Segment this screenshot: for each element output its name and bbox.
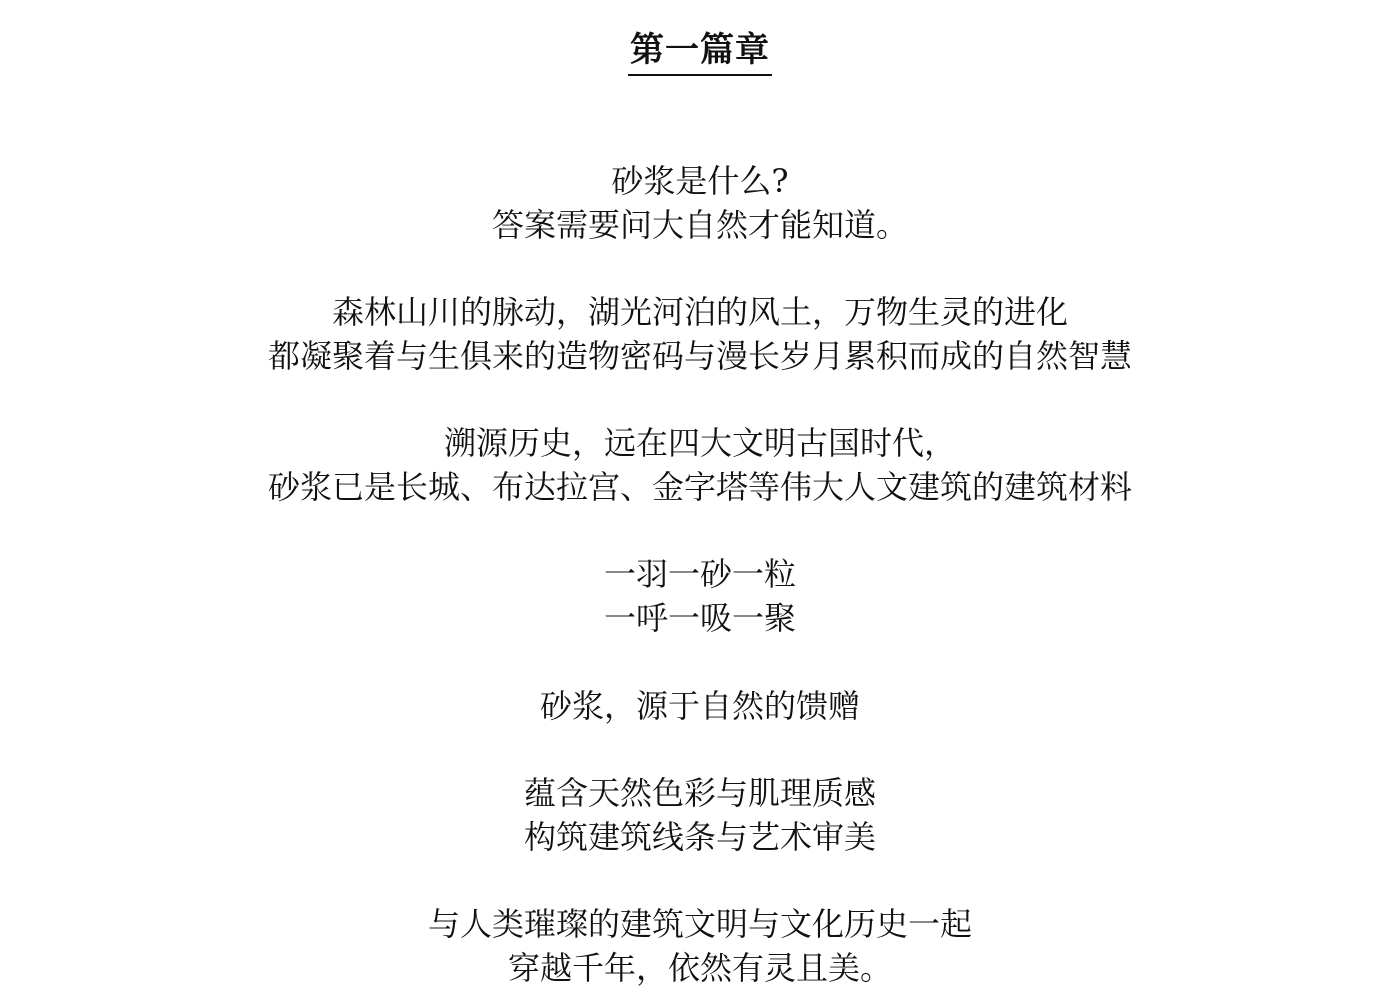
- text-line: 蕴含天然色彩与肌理质感: [523, 774, 876, 812]
- text-line: 构筑建筑线条与艺术审美: [523, 818, 876, 856]
- text-line: 砂浆，源于自然的馈赠: [539, 687, 860, 725]
- chapter-title: 第一篇章: [628, 28, 772, 76]
- text-line: 穿越千年，依然有灵且美。: [507, 949, 892, 987]
- text-line: 砂浆是什么?: [611, 162, 789, 200]
- text-line: 一呼一吸一聚: [603, 599, 796, 637]
- text-line: 与人类璀璨的建筑文明与文化历史一起: [427, 905, 972, 943]
- text-line: 一羽一砂一粒: [603, 555, 796, 593]
- text-line: 答案需要问大自然才能知道。: [491, 206, 908, 244]
- text-line: 砂浆已是长城、布达拉宫、金字塔等伟大人文建筑的建筑材料: [267, 468, 1132, 506]
- text-line: 森林山川的脉动，湖光河泊的风土，万物生灵的进化: [331, 293, 1068, 331]
- text-line: 都凝聚着与生俱来的造物密码与漫长岁月累积而成的自然智慧: [267, 337, 1132, 375]
- text-line: 溯源历史，远在四大文明古国时代，: [443, 424, 956, 462]
- title-container: [0, 28, 1400, 76]
